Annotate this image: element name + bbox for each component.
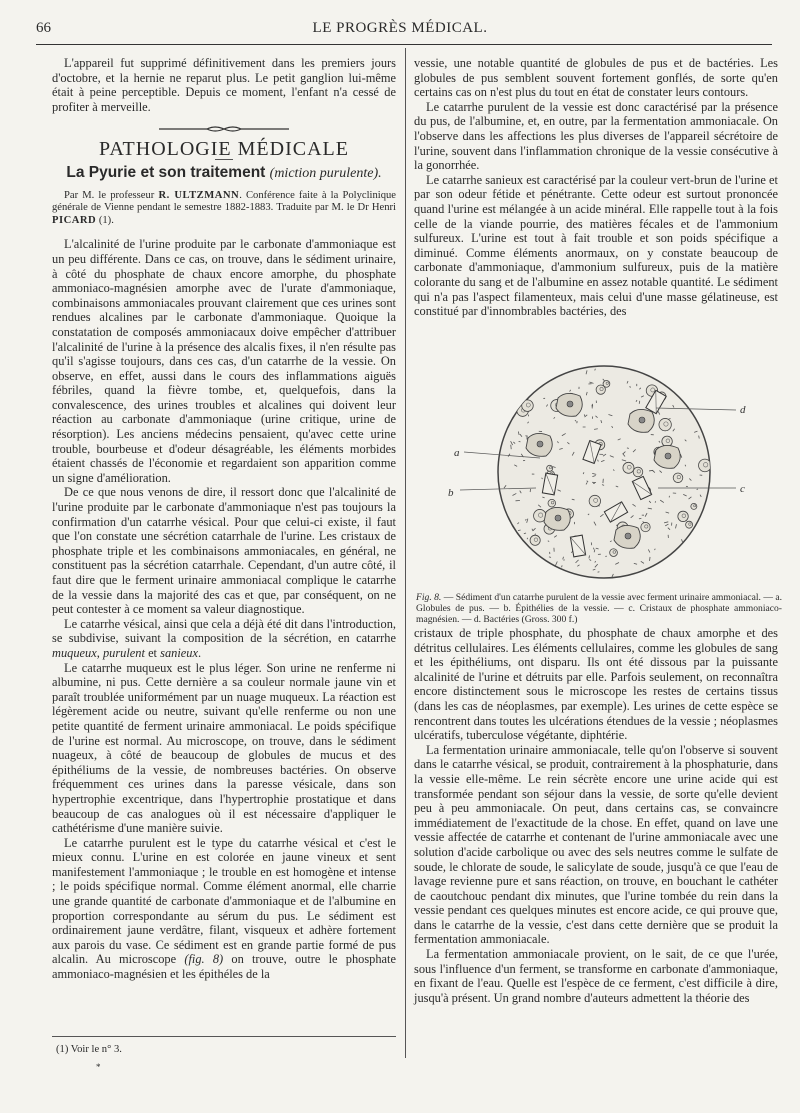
left-column xyxy=(52,56,396,982)
pus-globule xyxy=(623,462,634,473)
figure-caption-label: Fig. 8. xyxy=(416,592,442,603)
figure-ref: (fig. 8) xyxy=(184,952,224,967)
cell-nucleus xyxy=(537,441,543,447)
paragraph: cristaux de triple phosphate, du phosphate de chaux amorphe et des détritus cellulaires. Les éléments cellulaires, comme les globules de sang et les épithéliums, ont disparu. Ils ont été dissous par la puissante alcalinité de l'urine et détruits par elle. Parfois seulement, on reconnaîtra encore distinctement sous le microscope les restes de certains tissus (dans les cas de néoplasmes, par exemple). Les urines de cette espèce se rencontrent dans toutes les ulcérations étendues de la vessie ; néoplasmes ulcératifs, tuberculose végétante, diphtérie. xyxy=(414,626,778,743)
microscope-figure xyxy=(420,360,776,590)
term-sanieux: sanieux xyxy=(160,645,198,660)
pus-globule xyxy=(596,385,605,394)
page-mark: * xyxy=(96,1062,101,1072)
pus-globule xyxy=(699,459,712,472)
figure-label-b: b xyxy=(448,487,454,499)
running-title: LE PROGRÈS MÉDICAL. xyxy=(312,20,488,36)
right-column-bottom xyxy=(414,626,778,1005)
paragraph: Le catarrhe purulent de la vessie est donc caractérisé par la présence du pus, de l'albumine, et, en outre, par la fermentation ammoniacale. On l'observe dans les affections les plus diverses de l'appareil sécrétoire de l'urine, souvent dans l'inflammation chronique de la vessie consécutive à la gonorrhée. xyxy=(414,99,778,173)
pus-globule xyxy=(678,511,688,521)
pus-globule xyxy=(522,400,534,412)
pus-globule xyxy=(589,495,600,506)
figure-caption xyxy=(416,592,782,625)
column-divider xyxy=(405,48,406,1058)
term-muqueux: muqueux xyxy=(52,645,97,660)
article-title xyxy=(52,163,396,182)
paragraph xyxy=(52,836,396,982)
bacterium xyxy=(699,436,700,439)
punct: . xyxy=(197,645,202,660)
section-title: PATHOLOGIE MÉDICALE xyxy=(99,138,349,161)
pus-globule xyxy=(673,473,683,483)
bacterium xyxy=(630,386,631,388)
term-purulent: purulent xyxy=(102,645,145,660)
paragraph: La fermentation urinaire ammoniacale, telle qu'on l'observe si souvent dans le catarrhe vésical, se produit, contrairement à la phosphaturie, dans la vessie elle-même. Le rein sécrète encore une urine acide qui est transformée pendant son séjour dans la vessie, de sorte qu'elle devient peu à peu ammoniacale. On peut, dans certains cas, se convaincre immédiatement de l'exactitude de la chose. En effet, quand on lave une vessie affectée de catarrhe et contenant de l'urine ammoniacale avec une solution d'acide carbolique ou avec des sels neutres comme le sulfate de soude, le chlorate de soude, le salicylate de soude, jusqu'à ce que l'eau de lavage revienne pure et sans réaction, on trouve, en bouchant le cathéter de caoutchouc pendant dix minutes, que l'urine tombée du rein dans la vessie pendant ces quelques minutes est encore acide, ce qui prouve que, dans le catarrhe de la vessie, c'est dans cette dernière que se produit la fermentation ammoniacale. xyxy=(414,742,778,947)
paragraph-text: Le catarrhe vésical, ainsi que cela a déjà été dit dans l'introduction, se subdivise, suivant la composition de la sécrétion, en catarrhe xyxy=(52,616,396,646)
article-title-main: La Pyurie et son traitement xyxy=(66,163,266,181)
figure-label-a: a xyxy=(454,447,460,459)
page-header xyxy=(30,20,770,42)
cell-nucleus xyxy=(567,401,573,407)
article-title-sub: (miction purulente). xyxy=(269,165,382,181)
footnote: (1) Voir le n° 3. xyxy=(56,1044,122,1055)
conj: et xyxy=(148,645,158,660)
pus-globule xyxy=(610,549,618,557)
figure-label-c: c xyxy=(740,483,745,495)
pus-globule xyxy=(548,499,556,507)
cell-nucleus xyxy=(665,453,671,459)
bacterium xyxy=(639,401,640,404)
page-number: 66 xyxy=(36,20,51,36)
paragraph: vessie, une notable quantité de globules de pus et de bactéries. Les globules de pus semblent souvent fortement gonflés, de sorte qu'en certains cas on n'est plus du tout en état de constater leurs contours. xyxy=(414,56,778,100)
microscope-field xyxy=(498,366,710,578)
paragraph: L'appareil fut supprimé définitivement dans les premiers jours d'octobre, et la hernie ne reparut plus. Le petit ganglion lui-même était à peine perceptible. Depuis ce moment, l'enfant n'a cessé de profiter à merveille. xyxy=(52,56,396,114)
byline-text: Par M. le professeur xyxy=(64,189,155,201)
footnote-rule xyxy=(52,1036,396,1037)
bacterium xyxy=(593,483,595,484)
bacterium xyxy=(589,555,590,558)
header-rule xyxy=(36,44,772,45)
cell-nucleus xyxy=(625,533,631,539)
paragraph-text: Le catarrhe purulent est le type du catarrhe vésical et c'est le mieux connu. L'urine en est colorée en jaune vineux et sent manifestement l'ammoniaque ; le trouble en est homogène et intense ; le poids spécifique normal. Comme élément anormal, elle charrie une grande quantité de carbonate d'ammoniaque et de l'albumine en proportion correspondante au sérum du pus. Le sédiment est ordinairement jaune verdâtre, filant, visqueux et adhère fortement aux parois du vase. Ce sédiment est en grande partie formé de pus alcalin. Au microscope xyxy=(52,835,396,967)
paragraph: Le catarrhe muqueux est le plus léger. Son urine ne renferme ni albumine, ni pus. Cette dernière a sa couleur normale jaune vin et paraît troublée uniformément par un nuage muqueux. La réaction est légèrement acide ou neutre, suivant qu'elle renferme ou non une petite quantité de ferment urinaire ammoniacal. Le poids spécifique de l'urine est normal. Au microscope, on trouve, dans le sédiment nuageux, à côté de beaucoup de globules de mucus et des épithéliums de la vessie, de nombreuses bactéries. On observe fréquemment ces urines dans la paresse vésicale, dans son hypertrophie excentrique, dans l'hypertrophie prostatique et dans beaucoup de cas analogues où il est nécessaire d'appliquer le cathétérisme d'une manière suivie. xyxy=(52,660,396,836)
bacterium xyxy=(562,565,563,567)
pus-globule xyxy=(659,418,671,430)
byline-author: R. ULTZMANN xyxy=(158,189,240,201)
section-ornament xyxy=(159,124,289,134)
byline-translator: PICARD xyxy=(52,214,97,226)
paragraph: De ce que nous venons de dire, il ressort donc que l'alcalinité de l'urine produite par le carbonate d'ammoniaque n'est pas toujours la confirmation d'un catarrhe vésical. Pour que celui-ci existe, il faut que l'on constate une sécrétion catarrhale de l'urine. Les cristaux de phosphate triple et les combinaisons ammoniacales, en général, ne constituent pas la sécrétion catarrhale. Cependant, d'un autre côté, il faut dire que le ferment urinaire ammoniacal complique le catarrhe de la vessie dans la majorité des cas et que, par conséquent, on ne peut contester à ce moment sa valeur diagnostique. xyxy=(52,485,396,617)
punct: , xyxy=(96,645,100,660)
paragraph: La fermentation ammoniacale provient, on le sait, de ce que l'urée, sous l'influence d'un ferment, se transforme en carbonate d'ammoniaque, en fixant de l'eau. Quelle est l'espèce de ce ferment, c'est difficile à dire, jusqu'à présent. Un grand nombre d'auteurs admettent la théorie des xyxy=(414,947,778,1005)
pus-globule xyxy=(641,522,650,531)
paragraph-text: on trouve, outre le phosphate ammoniaco-magnésien et les épithéles de la xyxy=(52,952,396,982)
bacterium xyxy=(686,486,688,487)
byline xyxy=(52,190,396,228)
figure-label-d: d xyxy=(740,404,746,416)
byline-text: . Conférence faite à la Polyclinique générale de Vienne pendant le semestre 1882-1883. Traduite par M. le Dr Henri xyxy=(52,189,396,214)
figure-caption-text: — Sédiment d'un catarrhe purulent de la vessie avec ferment urinaire ammoniacal. — a. Globules de pus. — b. Épithélies de la vessie. — c. Cristaux de phosphate ammoniaco-magnésien. — d. Bactéries (Gross. 300 f.) xyxy=(416,592,782,625)
pus-globule xyxy=(633,467,643,477)
cell-nucleus xyxy=(555,515,561,521)
pus-globule xyxy=(530,535,540,545)
paragraph xyxy=(52,617,396,661)
cell-nucleus xyxy=(639,417,645,423)
right-column-top xyxy=(414,56,778,319)
bacterium xyxy=(627,448,629,449)
paragraph: Le catarrhe sanieux est caractérisé par la couleur vert-brun de l'urine et par son odeur fétide et pénétrante. Cette odeur est surtout prononcée quand l'urine est mélangée à un acide minéral. Elle rappelle tout à la fois celle de la viande pourrie, des matières fécales et de l'ammonium sulfureux. L'urine est tout à fait trouble et son poids spécifique a diminué. Comme éléments anormaux, on y constate beaucoup de carbonate d'ammoniaque, d'ammonium sulfureux, puis de la matière colorante du sang et de l'albumine en assez notable quantité. Le sédiment qui n'a pas l'aspect filamenteux, mais celui d'une masse gélatineuse, est constitué par d'innombrables bactéries, des xyxy=(414,172,778,319)
footnote-ref: (1). xyxy=(98,214,114,226)
bacterium xyxy=(584,414,585,416)
paragraph: L'alcalinité de l'urine produite par le carbonate d'ammoniaque est un peu différente. Dans ce cas, on trouve, dans le sédiment urinaire, à côté du phosphate de chaux encore amorphe, du phosphate ammoniaco-magnésien amorphe avec de l'urate d'ammoniaque, combinaisons ammoniacales prouvant clairement que ces urines sont rendues alcalines par le carbonate d'ammoniaque. Quoique la constatation de composés ammoniacaux doive empêcher d'attribuer l'alcalinité de l'urine à la présence des alcalis fixes, il n'en résulte pas qu'il s'agisse toujours, dans ces cas, d'un catarrhe de la vessie. On observe, en effet, aussi dans le cours des inflammations aiguës fébriles, quand la fièvre tombe, et, quelquefois, dans la convalescence, des urines troubles et alcalines qui doivent leur réaction au carbonate d'ammoniaque (urine critique, urine de résorption). Les anciens médecins pensaient, qu'avec cette urine trouble, bourbeuse et d'odeur désagréable, les éléments morbides étaient chassés de l'économie et regardaient son apparition comme un signe d'amélioration. xyxy=(52,237,396,485)
